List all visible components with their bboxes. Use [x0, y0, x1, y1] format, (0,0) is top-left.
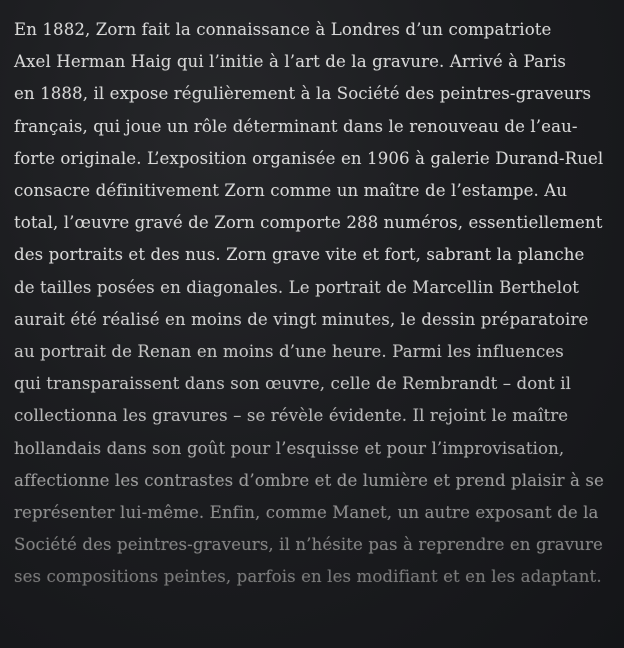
text-line-1: En 1882, Zorn fait la connaissance à Londres d’un compatriote	[14, 20, 552, 39]
text-line-9: de tailles posées en diagonales. Le portrait de Marcellin Berthelot	[14, 277, 580, 297]
text-line-15: affectionne les contrastes d’ombre et de lumière et prend plaisir à se	[14, 470, 604, 490]
text-line-3: en 1888, il expose régulièrement à la Société des peintres-graveurs	[14, 84, 592, 104]
text-line-16: représenter lui-même. Enfin, comme Manet, un autre exposant de la	[14, 503, 599, 523]
text-line-12: qui transparaissent dans son œuvre, celle de Rembrandt – dont il	[14, 374, 572, 394]
text-line-2: Axel Herman Haig qui l’initie à l’art de la gravure. Arrivé à Paris	[14, 52, 567, 72]
text-line-8: des portraits et des nus. Zorn grave vite et fort, sabrant la planche	[14, 245, 585, 265]
text-line-11: au portrait de Renan en moins d’une heure. Parmi les influences	[14, 342, 564, 362]
text-line-5: forte originale. L’exposition organisée en 1906 à galerie Durand-Ruel	[14, 148, 604, 168]
text-line-14: hollandais dans son goût pour l’esquisse et pour l’improvisation,	[14, 438, 565, 458]
text-line-13: collectionna les gravures – se révèle évidente. Il rejoint le maître	[14, 406, 569, 426]
text-line-18: ses compositions peintes, parfois en les modifiant et en les adaptant.	[14, 567, 602, 587]
text-line-17: Société des peintres-graveurs, il n’hésite pas à reprendre en gravure	[14, 535, 603, 555]
zorn-biography-paragraph	[14, 14, 612, 594]
text-line-7: total, l’œuvre gravé de Zorn comporte 288 numéros, essentiellement	[14, 213, 603, 233]
text-line-6: consacre définitivement Zorn comme un maître de l’estampe. Au	[14, 181, 568, 201]
text-line-10: aurait été réalisé en moins de vingt minutes, le dessin préparatoire	[14, 309, 589, 329]
text-line-4: français, qui joue un rôle déterminant dans le renouveau de l’eau-	[14, 116, 578, 136]
